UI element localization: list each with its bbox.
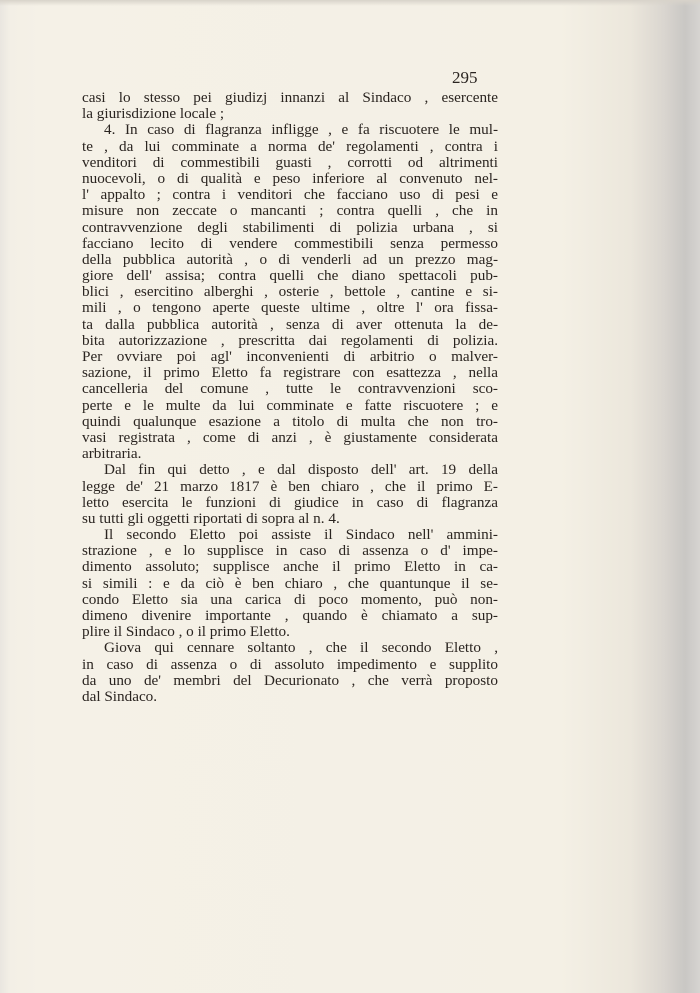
text-line: si simili : e da ciò è ben chiaro , che quantunque il se- [82, 574, 498, 592]
text-line: blici , esercitino alberghi , osterie , bettole , cantine e si- [82, 283, 498, 301]
page-top-edge [0, 0, 700, 6]
text-line: contravvenzione degli stabilimenti di polizia urbana , si [82, 218, 498, 236]
text-line: strazione , e lo supplisce in caso di assenza o d' impe- [82, 542, 498, 560]
text-line: su tutti gli oggetti riportati di sopra al n. 4. [82, 509, 340, 527]
text-line: Dal fin qui detto , e dal disposto dell' art. 19 della [104, 461, 498, 479]
body-text [82, 90, 498, 705]
text-line: in caso di assenza o di assoluto impedimento e supplito [82, 655, 498, 673]
text-line: ta dalla pubblica autorità , senza di aver ottenuta la de- [82, 315, 498, 333]
text-line: perte e le multe da lui comminate e fatte riscuotere ; e [82, 396, 498, 414]
text-line: la giurisdizione locale ; [82, 105, 225, 123]
text-line: bita autorizzazione , prescritta dai regolamenti di polizia. [82, 331, 498, 349]
text-line: facciano lecito di vendere commestibili senza permesso [82, 234, 498, 252]
text-line: mili , o tengono aperte queste ultime , oltre l' ora fissa- [82, 299, 498, 317]
text-line: l' appalto ; contra i venditori che facciano uso di pesi e [82, 186, 498, 204]
text-line: arbitraria. [82, 445, 142, 463]
text-line: letto esercita le funzioni di giudice in caso di flagranza [82, 493, 498, 511]
text-line: venditori di commestibili guasti , corrotti od altrimenti [82, 153, 498, 171]
text-line: condo Eletto sia una carica di poco momento, può non- [82, 590, 498, 608]
text-line: da uno de' membri del Decurionato , che verrà proposto [82, 671, 498, 689]
page-number: 295 [452, 68, 478, 87]
text-line: giore dell' assisa; contra quelli che diano spettacoli pub- [82, 267, 498, 285]
text-line: dimento assoluto; supplisce anche il primo Eletto in ca- [82, 558, 498, 576]
text-line: della pubblica autorità , o di venderli ad un prezzo mag- [82, 250, 498, 268]
text-line: nuocevoli, o di qualità e peso inferiore al convenuto nel- [82, 169, 498, 187]
text-line: cancelleria del comune , tutte le contravvenzioni sco- [82, 380, 498, 398]
text-line: casi lo stesso pei giudizj innanzi al Sindaco , esercente [82, 89, 498, 106]
text-line: Il secondo Eletto poi assiste il Sindaco nell' ammini- [104, 526, 498, 544]
text-line: Giova qui cennare soltanto , che il secondo Eletto , [104, 639, 498, 657]
text-line: te , da lui comminate a norma de' regolamenti , contra i [82, 137, 498, 155]
text-line: misure non zeccate o mancanti ; contra quelli , che in [82, 202, 498, 220]
text-line: Per ovviare poi agl' inconvenienti di arbitrio o malver- [82, 348, 498, 365]
text-line: vasi registrata , come di anzi , è giustamente considerata [82, 428, 498, 446]
text-line: 4. In caso di flagranza infligge , e fa riscuotere le mul- [104, 121, 498, 139]
text-line: dal Sindaco. [82, 687, 158, 705]
text-line: sazione, il primo Eletto fa registrare con esattezza , nella [82, 364, 498, 382]
text-line: legge de' 21 marzo 1817 è ben chiaro , che il primo E- [82, 477, 498, 495]
text-line: plire il Sindaco , o il primo Eletto. [82, 623, 290, 641]
text-line: dimeno divenire importante , quando è chiamato a sup- [82, 607, 498, 624]
text-line: quindi qualunque esazione a titolo di multa che non tro- [82, 412, 498, 430]
